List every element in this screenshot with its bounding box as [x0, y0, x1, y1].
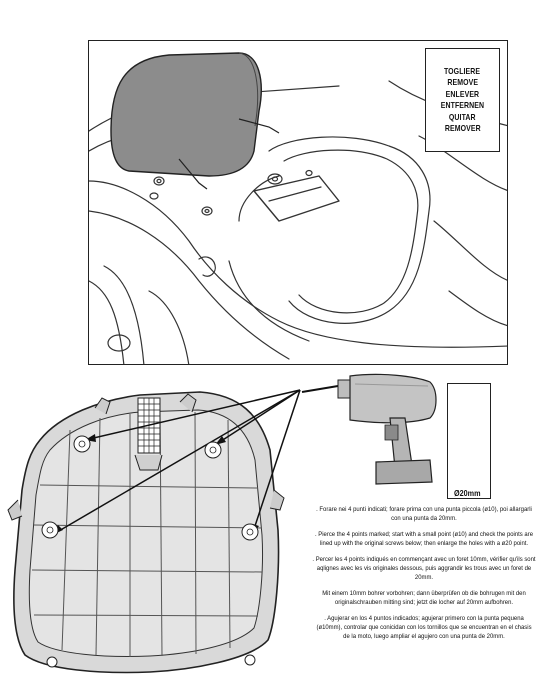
remove-label-line: ENLEVER — [445, 88, 480, 99]
remove-label-line: REMOVE — [447, 77, 478, 87]
instruction-english: . Pierce the 4 points marked; start with a small point (ø10) and check the points are lined up with the original screws below; then enlarge the holes with a ø20 point. — [314, 531, 534, 547]
remove-label-box — [425, 48, 500, 152]
remove-label-line: ENTFERNEN — [440, 100, 485, 110]
drill-bit-box — [447, 383, 491, 499]
instruction-spanish: . Agujerar en los 4 puntos indicados; agujerar primero con la punta pequena (ø10mm), controlar que conicidan con los tornillos que se encuentran en el chasis de la moto, luego ampliar el agujero con una punta de 20mm. — [316, 615, 532, 640]
remove-label-line: REMOVER — [444, 123, 481, 133]
instruction-german: Mit einem 10mm bohrer vorbohren; dann überprüfen ob die bohrugen mit den originalschrauben mitting sind; jetzt die locher auf 20mm aufbohren. — [322, 590, 526, 606]
drill-bit-size-label: Ø20mm — [454, 488, 481, 498]
instruction-italian: . Forare nei 4 punti indicati; forare prima con una punta piccola (ø10), poi allargarli con una punta da 20mm. — [316, 506, 532, 522]
instruction-french: . Percer les 4 points indiqués en commençant avec un foret 10mm, vérifier qu'ils sont aqlignes avec les vis originales dessous, puis aggrandir les trous avec un foret de 20mm. — [312, 556, 536, 581]
instructions-block — [300, 506, 548, 649]
remove-label-line: QUITAR — [449, 111, 476, 122]
drill-icon — [302, 374, 436, 484]
remove-label-line: TOGLIERE — [444, 65, 481, 76]
